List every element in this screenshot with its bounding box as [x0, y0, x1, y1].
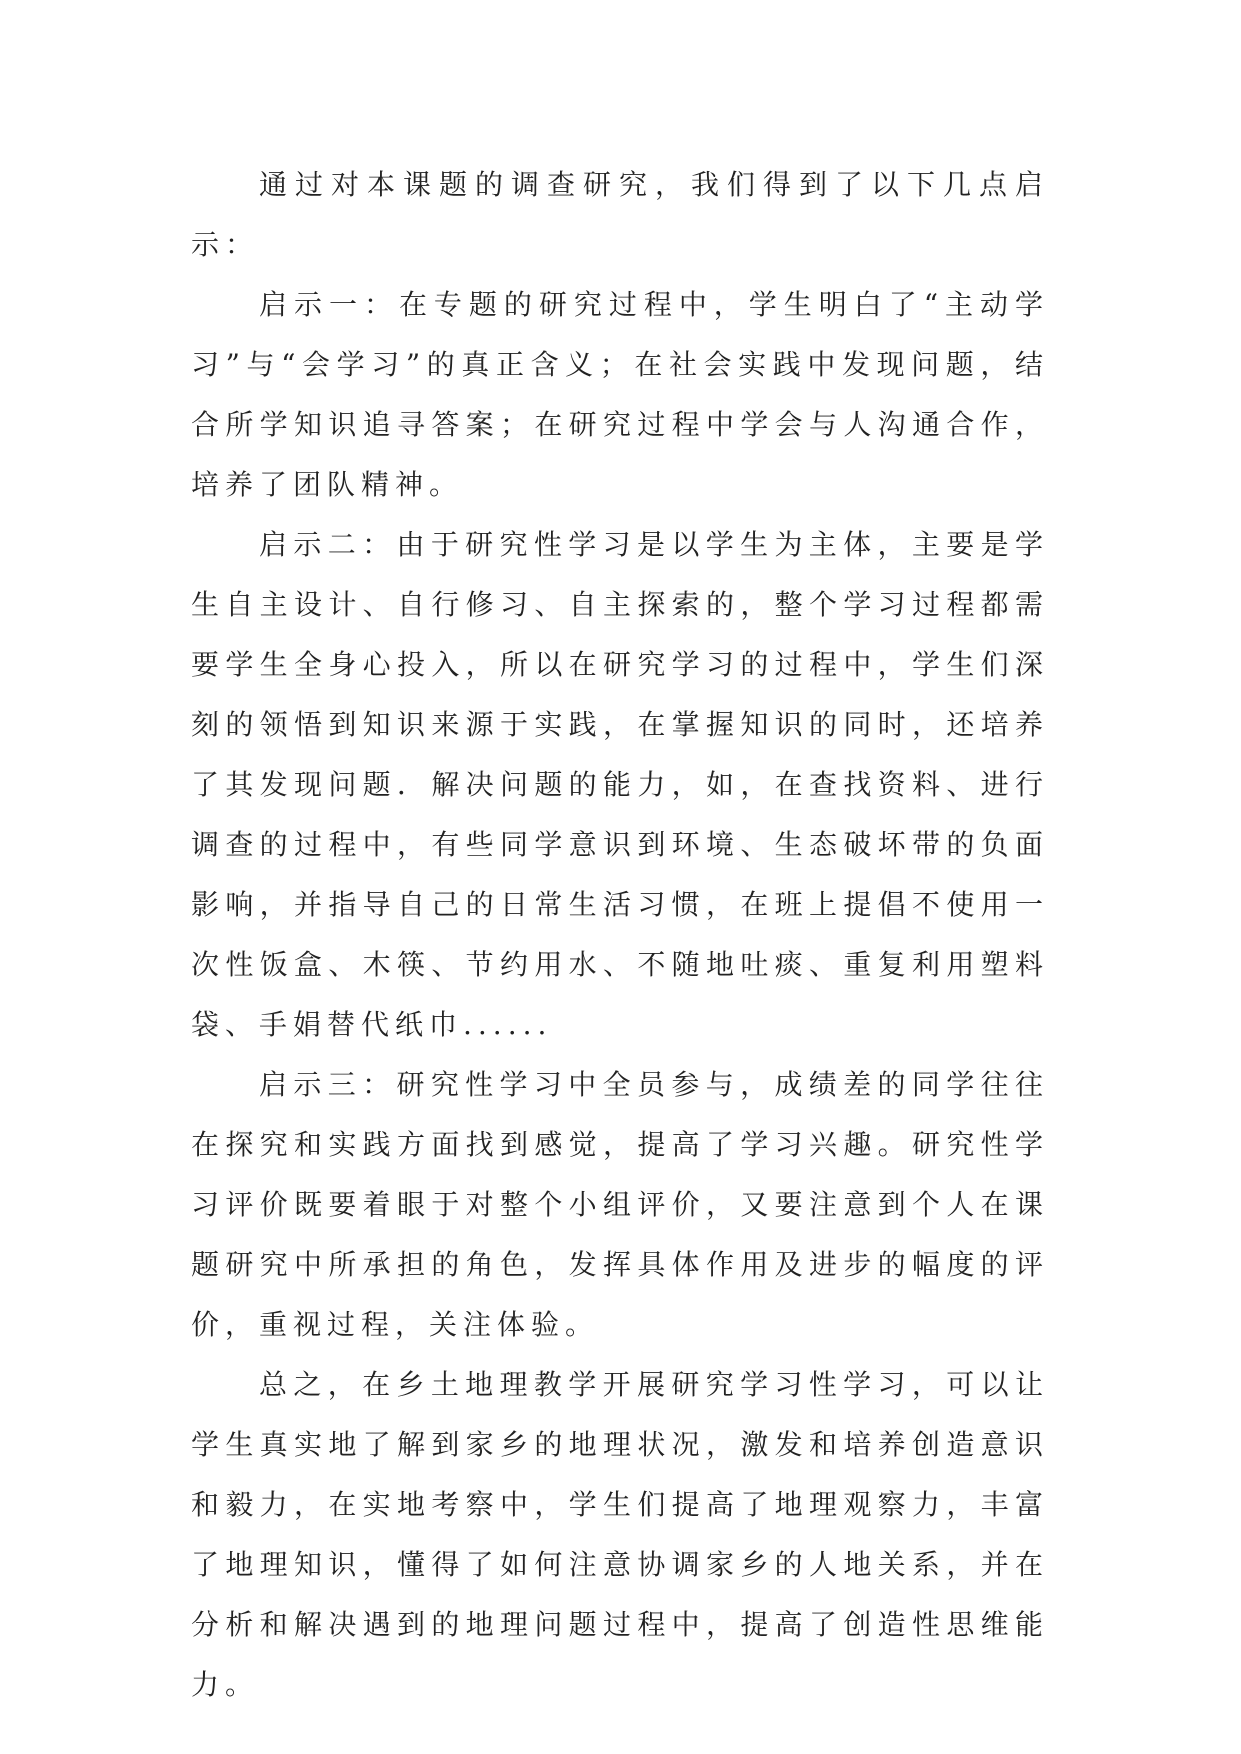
insight-one-paragraph: 启示一：在专题的研究过程中，学生明白了“主动学习”与“会学习”的真正含义；在社会实践中发现问题，结合所学知识追寻答案；在研究过程中学会与人沟通合作，培养了团队精神。: [191, 288, 1049, 501]
conclusion-paragraph: 总之，在乡土地理教学开展研究学习性学习，可以让学生真实地了解到家乡的地理状况，激发和培养创造意识和毅力，在实地考察中，学生们提高了地理观察力，丰富了地理知识，懂得了如何注意协调家乡的人地关系，并在分析和解决遇到的地理问题过程中，提高了创造性思维能力。: [191, 1368, 1049, 1701]
intro-paragraph: 通过对本课题的调查研究，我们得到了以下几点启示：: [191, 168, 1049, 261]
insight-two-paragraph: 启示二：由于研究性学习是以学生为主体，主要是学生自主设计、自行修习、自主探索的，整个学习过程都需要学生全身心投入，所以在研究学习的过程中，学生们深刻的领悟到知识来源于实践，在掌握知识的同时，还培养了其发现问题．解决问题的能力，如，在查找资料、进行调查的过程中，有些同学意识到环境、生态破坏带的负面影响，并指导自己的日常生活习惯，在班上提倡不使用一次性饭盒、木筷、节约用水、不随地吐痰、重复利用塑料袋、手娟替代纸巾......: [191, 528, 1049, 1041]
insight-three-paragraph: 启示三：研究性学习中全员参与，成绩差的同学往往在探究和实践方面找到感觉，提高了学习兴趣。研究性学习评价既要着眼于对整个小组评价，又要注意到个人在课题研究中所承担的角色，发挥具体作用及进步的幅度的评价，重视过程，关注体验。: [191, 1068, 1049, 1341]
document-body: [191, 155, 1049, 1715]
